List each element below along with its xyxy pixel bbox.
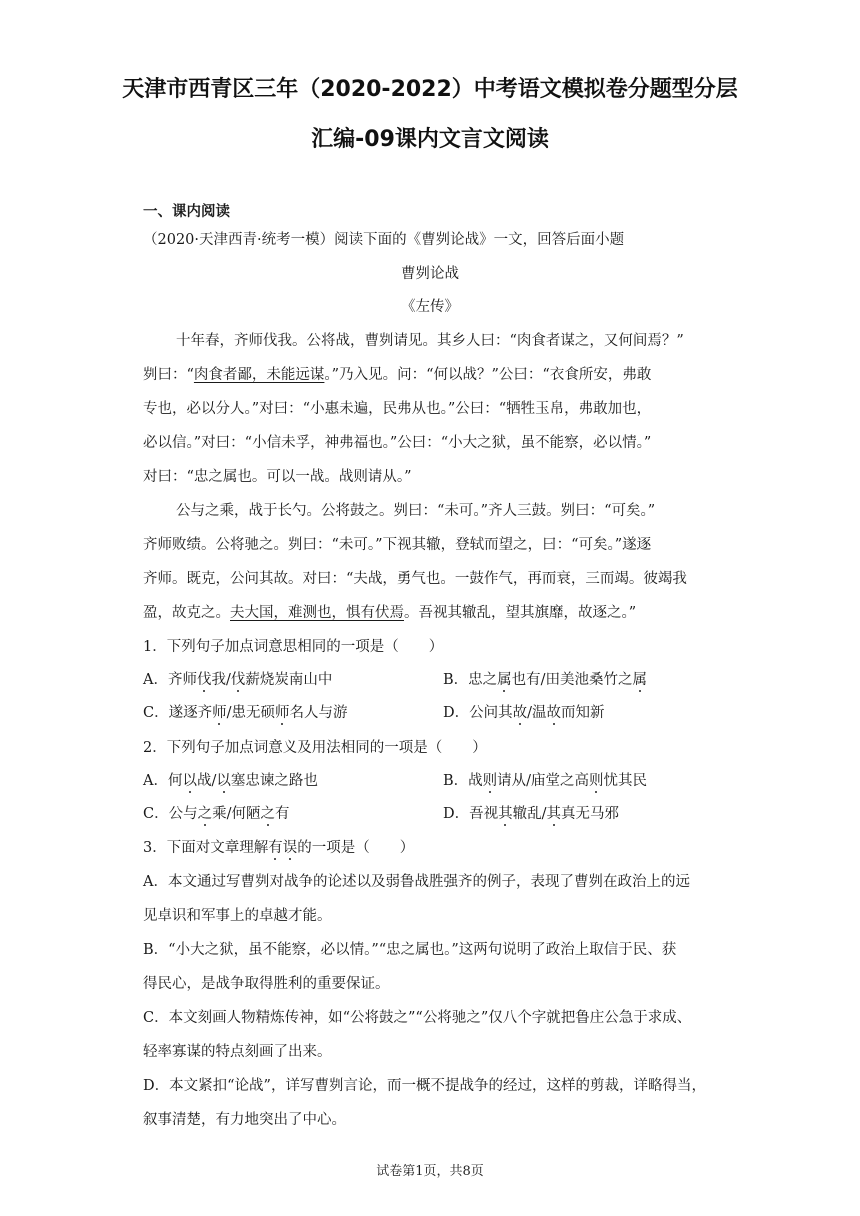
question-2-stem: 2．下列句子加点词意义及用法相同的一项是（ ） — [143, 740, 487, 756]
question-1-stem: 1．下列句子加点词意思相同的一项是（ ） — [143, 639, 444, 655]
passage-p1-line5: 对曰：“忠之属也。可以一战。战则请从。” — [143, 469, 412, 485]
question-3-option-c-line1: C．本文刻画人物精炼传神，如“公将鼓之”“公将驰之”仅八个字就把鲁庄公急于求成、 — [143, 1010, 692, 1026]
page-footer: 试卷第1页，共8页 — [376, 1164, 484, 1179]
document-title-line2: 汇编-09课内文言文阅读 — [311, 127, 549, 152]
section-heading: 一、课内阅读 — [143, 204, 230, 220]
passage-p2-line1: 公与之乘，战于长勺。公将鼓之。刿曰：“未可。”齐人三鼓。刿曰：“可矣。” — [176, 503, 656, 519]
source-note: （2020·天津西青·统考一模）阅读下面的《曹刿论战》一文，回答后面小题 — [143, 232, 625, 248]
passage-author: 《左传》 — [401, 299, 459, 315]
passage-p1-line4: 必以信。”对曰：“小信未孚，神弗福也。”公曰：“小大之狱，虽不能察，必以情。” — [143, 435, 652, 451]
question-3-option-d-line2: 叙事清楚，有力地突出了中心。 — [143, 1112, 346, 1128]
question-2-option-d: D．吾视其辙乱/其真无马邪 — [443, 806, 620, 822]
passage-p1-line3: 专也，必以分人。”对曰：“小惠未遍，民弗从也。”公曰：“牺牲玉帛，弗敢加也， — [143, 401, 652, 417]
question-3-option-d-line1: D．本文紧扣“论战”，详写曹刿言论，而一概不提战争的经过，这样的剪裁，详略得当， — [143, 1078, 706, 1094]
question-1-option-a: A．齐师伐我/伐薪烧炭南山中 — [143, 672, 333, 688]
question-1-option-d: D．公问其故/温故而知新 — [443, 705, 605, 721]
question-3-stem: 3．下面对文章理解有误的一项是（ ） — [143, 840, 415, 856]
question-1-option-c: C．遂逐齐师/患无硕师名人与游 — [143, 705, 348, 721]
question-2-option-c: C．公与之乘/何陋之有 — [143, 806, 290, 822]
passage-p2-line3: 齐师。既克，公问其故。对曰：“夫战，勇气也。一鼓作气，再而衰，三而竭。彼竭我 — [143, 571, 687, 587]
underlined-phrase-1: 肉食者鄙，未能远谋 — [193, 367, 325, 383]
question-2-option-b: B．战则请从/庙堂之高则忧其民 — [443, 773, 648, 789]
question-3-option-b-line2: 得民心，是战争取得胜利的重要保证。 — [143, 976, 390, 992]
passage-p2-line4: 盈，故克之。夫大国，难测也，惧有伏焉。吾视其辙乱，望其旗靡，故逐之。” — [143, 605, 637, 621]
question-3-option-a-line2: 见卓识和军事上的卓越才能。 — [143, 908, 332, 924]
question-3-option-b-line1: B．“小大之狱，虽不能察，必以情。”“忠之属也。”这两句说明了政治上取信于民、获 — [143, 942, 677, 958]
underlined-phrase-2: 夫大国，难测也，惧有伏焉 — [230, 605, 404, 621]
passage-p2-line2: 齐师败绩。公将驰之。刿曰：“未可。”下视其辙，登轼而望之，曰：“可矣。”遂逐 — [143, 537, 652, 553]
question-3-option-a-line1: A．本文通过写曹刿对战争的论述以及弱鲁战胜强齐的例子，表现了曹刿在政治上的远 — [143, 874, 690, 890]
passage-title: 曹刿论战 — [401, 266, 459, 282]
passage-p1-line1: 十年春，齐师伐我。公将战，曹刿请见。其乡人曰：“肉食者谋之，又何间焉？” — [176, 333, 684, 349]
passage-p1-line2: 刿曰：“肉食者鄙，未能远谋。”乃入见。问：“何以战？”公曰：“衣食所安，弗敢 — [143, 367, 652, 383]
question-1-option-b: B．忠之属也有/田美池桑竹之属 — [443, 672, 648, 688]
question-3-option-c-line2: 轻率寡谋的特点刻画了出来。 — [143, 1044, 332, 1060]
document-title-line1: 天津市西青区三年（2020-2022）中考语文模拟卷分题型分层 — [122, 77, 738, 102]
question-2-option-a: A．何以战/以塞忠谏之路也 — [143, 773, 318, 789]
